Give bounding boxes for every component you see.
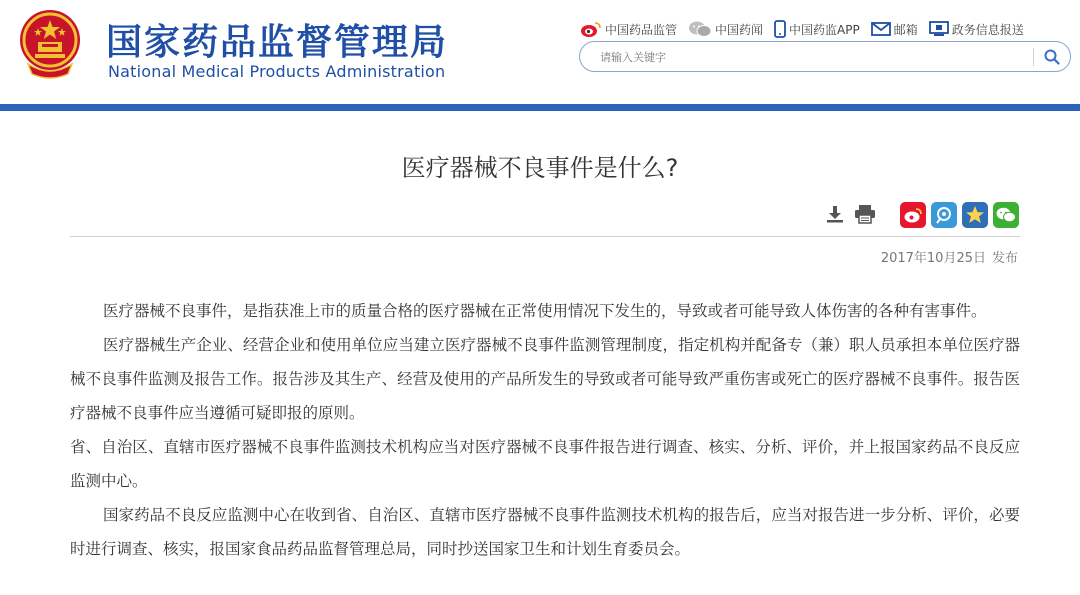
print-button[interactable] (854, 203, 876, 225)
article-body (70, 294, 1020, 566)
share-qzone-button[interactable] (962, 202, 988, 228)
print-icon (854, 204, 876, 224)
publish-date (881, 247, 1018, 266)
title-divider (70, 236, 1020, 237)
search-button[interactable] (1041, 47, 1063, 67)
search-input[interactable] (600, 48, 1020, 66)
article-paragraph: 医疗器械不良事件，是指获准上市的质量合格的医疗器械在正常使用情况下发生的，导致或者可能导致人体伤害的各种有害事件。 (103, 302, 987, 320)
share-tencent-button[interactable] (931, 202, 957, 228)
publish-date-value: 2017年10月25日 (880, 251, 986, 266)
top-link-label: 中国药闻 (715, 22, 764, 37)
search-icon (1044, 49, 1060, 65)
share-buttons (900, 202, 1024, 228)
wechat-share-icon (995, 206, 1017, 224)
site-name-cn[interactable]: 国家药品监督管理局 (106, 22, 449, 63)
wechat-icon (688, 20, 712, 38)
search-box (579, 41, 1071, 72)
article-paragraph: 省、自治区、直辖市医疗器械不良事件监测技术机构应当对医疗器械不良事件报告进行调查、核实、分析、评价，并上报国家药品不良反应监测中心。 (70, 438, 1020, 490)
tencent-share-icon (934, 205, 954, 225)
national-emblem-icon[interactable] (18, 8, 82, 80)
article-title: 医疗器械不良事件是什么? (401, 154, 679, 182)
top-link-label: 政务信息报送 (951, 22, 1024, 37)
article-paragraph: 国家药品不良反应监测中心在收到省、自治区、直辖市医疗器械不良事件监测技术机构的报告后，应当对报告进一步分析、评价，必要时进行调查、核实，报国家食品药品监督管理总局，同时抄送国家卫生和计划生育委员会。 (70, 506, 1020, 558)
article-paragraph: 医疗器械生产企业、经营企业和使用单位应当建立医疗器械不良事件监测管理制度，指定机构并配备专（兼）职人员承担本单位医疗器械不良事件监测及报告工作。报告涉及其生产、经营及使用的产品所发生的导致或者可能导致严重伤害或死亡的医疗器械不良事件。报告医疗器械不良事件应当遵循可疑即报的原则。 (70, 336, 1020, 422)
top-link-report[interactable] (929, 21, 1024, 38)
mobile-icon (774, 20, 786, 38)
site-name-en[interactable]: National Medical Products Administration (108, 62, 446, 81)
weibo-share-icon (903, 207, 923, 223)
download-icon (825, 204, 845, 224)
top-link-label: 中国药品监管 (605, 22, 678, 37)
top-links (580, 18, 1035, 40)
top-link-news[interactable] (688, 20, 763, 38)
download-button[interactable] (824, 203, 846, 225)
share-wechat-button[interactable] (993, 202, 1019, 228)
top-link-app[interactable] (774, 20, 860, 38)
article-tools (824, 203, 884, 225)
qzone-share-icon (965, 205, 985, 225)
top-link-weibo[interactable] (580, 20, 677, 38)
header-bar (0, 104, 1080, 111)
monitor-icon (929, 21, 949, 37)
publish-label: 发布 (991, 251, 1018, 266)
weibo-icon (580, 20, 602, 38)
search-divider (1033, 48, 1034, 66)
top-link-mail[interactable] (871, 21, 918, 38)
mail-icon (871, 22, 891, 36)
top-link-label: 邮箱 (893, 22, 918, 37)
site-header (0, 0, 1080, 104)
top-link-label: 中国药监APP (789, 22, 860, 37)
share-weibo-button[interactable] (900, 202, 926, 228)
